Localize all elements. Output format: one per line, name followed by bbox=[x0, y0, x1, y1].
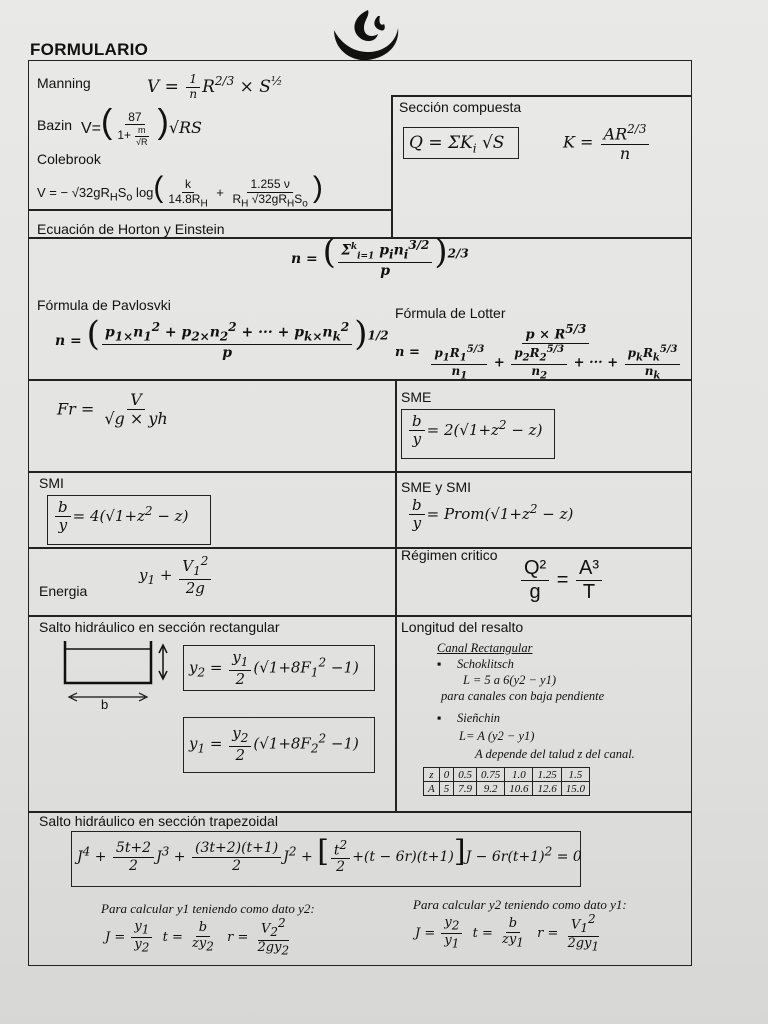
upc-flame-logo bbox=[326, 6, 406, 64]
diagram-width-label: b bbox=[101, 697, 109, 712]
schoklitsch-formula: L = 5 a 6(y2 − y1) bbox=[463, 673, 557, 687]
seccion-compuesta-formula-q: $Q = \Sigma K_i$ √S bbox=[409, 133, 505, 156]
divider bbox=[391, 95, 691, 97]
siechin-formula: L= A (y2 − y1) bbox=[459, 729, 535, 743]
sme-smi-formula: $\frac{b}{y}$ = $Prom(√1+z^2 - z)$ bbox=[407, 497, 573, 533]
salto-trap-label: Salto hidráulico en sección trapezoidal bbox=[39, 813, 278, 829]
manning-formula: V = $\frac{1}{n}$ $R^{2/3} \times S^{\frac{1}{2}}$ bbox=[147, 72, 283, 101]
smi-formula: $\frac{b}{y}$ = $4(√1+z^2 - z)$ bbox=[53, 499, 188, 535]
table-row: A 5 7.9 9.2 10.6 12.6 15.0 bbox=[424, 782, 590, 796]
formula-sheet bbox=[28, 60, 692, 966]
bullet-icon: ▪ bbox=[437, 711, 442, 725]
note-y1: Para calcular y1 teniendo como dato y2: bbox=[101, 901, 315, 916]
horton-label: Ecuación de Horton y Einstein bbox=[37, 221, 225, 237]
divider bbox=[395, 379, 397, 811]
siechin-label: Sieñchin bbox=[457, 711, 501, 725]
schoklitsch-note: para canales con baja pendiente bbox=[441, 689, 605, 703]
sme-label: SME bbox=[401, 389, 432, 405]
lotter-formula: n = $p \times R^{5/3}$ $\frac{p_1R_1^{5/3}}{n_1}$ + $\frac{p_2R_2^{5/3}}{n_2}$ + ··· + $\frac{p_kR_k^{5/3}}{n_k}$ bbox=[395, 323, 687, 382]
schoklitsch-label: Schoklitsch bbox=[457, 657, 514, 671]
salto-rect-formula-y2: $y_2$ = $\frac{y_1}{2}$ $(√1+8F_1^2 -1)$ bbox=[189, 648, 359, 688]
divider bbox=[29, 547, 691, 549]
energia-label: Energia bbox=[39, 583, 88, 599]
smi-label: SMI bbox=[39, 475, 64, 491]
divider bbox=[29, 471, 691, 473]
sme-formula: $\frac{b}{y}$ = $2(√1+z^2 - z)$ bbox=[407, 413, 542, 449]
energia-formula: $y_1$ + $\frac{V_1^2}{2g}$ bbox=[139, 555, 213, 597]
salto-rect-label: Salto hidráulico en sección rectangular bbox=[39, 619, 280, 635]
divider bbox=[29, 615, 691, 617]
vars-y1: J = $\frac{y_1}{y_2}$ t = $\frac{b}{zy_2}$ r = $\frac{V_2^2}{2gy_2}$ bbox=[105, 916, 290, 958]
pavlosvki-label: Fórmula de Pavlosvki bbox=[37, 297, 171, 313]
colebrook-label: Colebrook bbox=[37, 151, 101, 167]
divider bbox=[391, 95, 393, 237]
manning-label: Manning bbox=[37, 75, 91, 91]
froude-formula: Fr = $\frac{V}{√g \times yh}$ bbox=[57, 390, 168, 429]
sme-smi-label: SME y SMI bbox=[401, 479, 472, 495]
table-row: z 0 0.5 0.75 1.0 1.25 1.5 bbox=[424, 768, 590, 782]
vars-y2: J = $\frac{y_2}{y_1}$ t = $\frac{b}{zy_1}$ r = $\frac{V_1^2}{2gy_1}$ bbox=[415, 912, 600, 954]
longitud-label: Longitud del resalto bbox=[401, 619, 524, 635]
bazin-formula: V=( 87 1+ $\frac{m}{√R}$ )√RS bbox=[81, 103, 203, 147]
regimen-label: Régimen critico bbox=[401, 547, 498, 563]
colebrook-formula: V = − $√32gR_HS_o$ log( $\frac{k}{14.8R_H}$ + $\frac{1.255 \nu}{R_H √32gR_HS_o}$ ) bbox=[37, 171, 323, 209]
bazin-label: Bazin bbox=[37, 117, 73, 133]
rectangular-channel-diagram bbox=[59, 637, 185, 709]
note-y2: Para calcular y2 teniendo como dato y1: bbox=[413, 897, 627, 912]
seccion-compuesta-formula-k: K = $\frac{AR^{2/3}}{n}$ bbox=[563, 123, 651, 163]
seccion-compuesta-label: Sección compuesta bbox=[399, 99, 522, 115]
talud-table bbox=[423, 767, 590, 796]
pavlosvki-formula: n = ( $\frac{p_{1\times}n_1^2 + p_{2\times}n_2^2 + \cdot\cdot\cdot + p_{k\times}n_k^2}{p}$ )$^{1/2}$ bbox=[55, 314, 389, 362]
salto-rect-formula-y1: $y_1$ = $\frac{y_2}{2}$ $(√1+8F_2^2 -1)$ bbox=[189, 724, 359, 764]
salto-trap-formula: $J^4$ + $\frac{5t+2}{2}$ $J^3$ + $\frac{(3t+2)(t+1)}{2}$ $J^2$ + [ $\frac{t^2}{2}$ $+(t - 6r)(t+1)]J - 6r(t+1)^2 = 0$ bbox=[77, 834, 582, 876]
bullet-icon: ▪ bbox=[437, 657, 442, 671]
canal-rectangular-title: Canal Rectangular bbox=[437, 641, 533, 655]
siechin-note: A depende del talud z del canal. bbox=[475, 747, 635, 761]
page-title: FORMULARIO bbox=[30, 40, 149, 59]
regimen-formula: $\frac{\text{Q²}}{g}$ = $\frac{\text{A³}}{T}$ bbox=[519, 557, 604, 604]
horton-formula: n = ( $\frac{\Sigma^k_{i=1} p_in_i^{3/2}}{p}$ )$^{2/3}$ bbox=[291, 232, 469, 280]
lotter-label: Fórmula de Lotter bbox=[395, 305, 506, 321]
